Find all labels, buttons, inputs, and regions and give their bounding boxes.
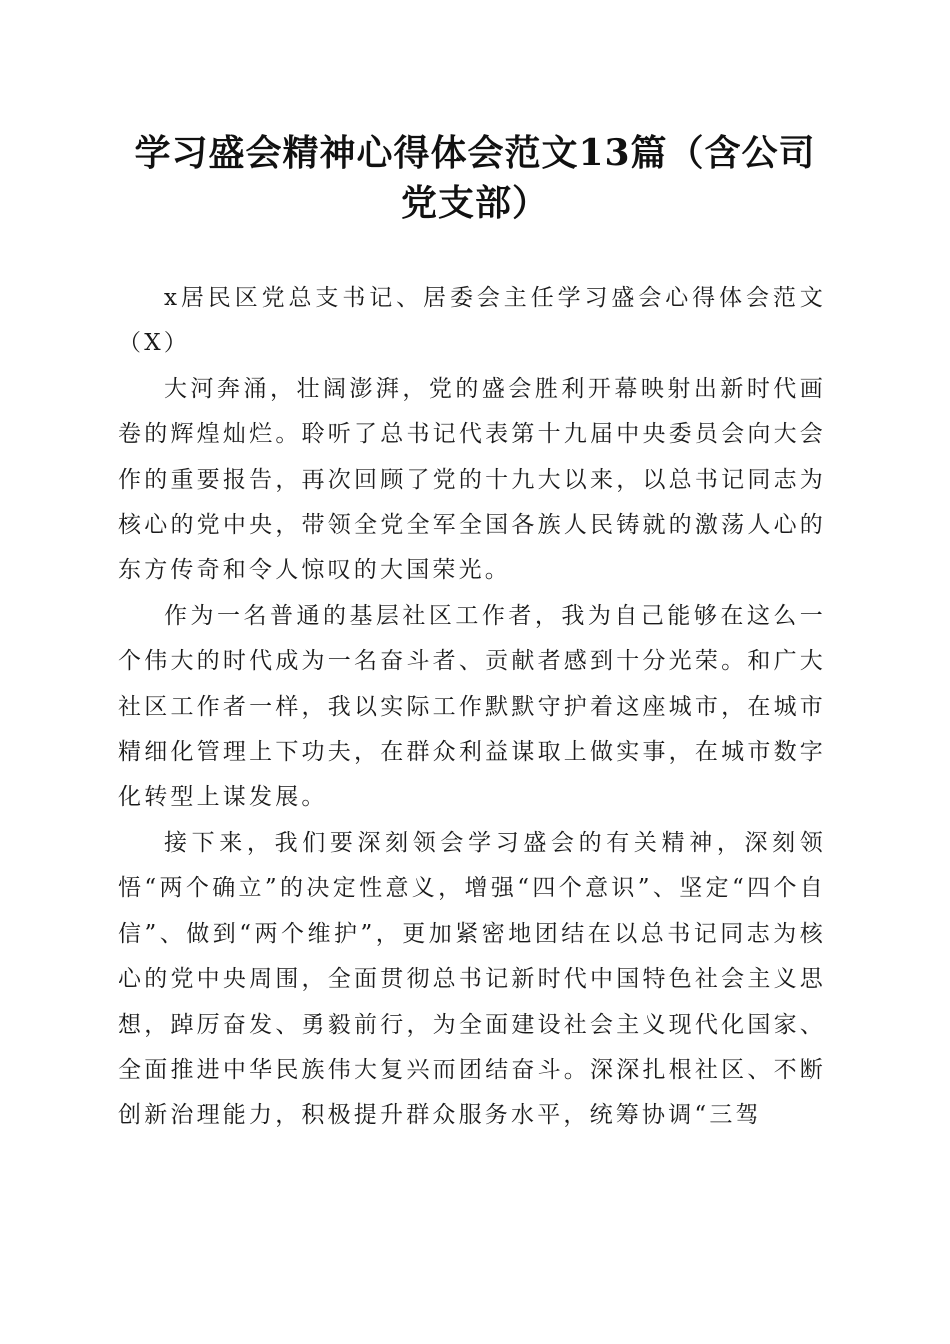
document-title: 学习盛会精神心得体会范文13篇（含公司党支部）: [134, 132, 816, 224]
body-paragraph: 大河奔涌，壮阔澎湃，党的盛会胜利开幕映射出新时代画卷的辉煌灿烂。聆听了总书记代表第十九届中央委员会向大会作的重要报告，再次回顾了党的十九大以来，以总书记同志为核心的党中央，带领全党全军全国各族人民铸就的激荡人心的东方传奇和令人惊叹的大国荣光。: [118, 375, 826, 584]
subtitle-paragraph: x居民区党总支书记、居委会主任学习盛会心得体会范文（X）: [118, 285, 826, 357]
document-body: [118, 276, 826, 1139]
body-paragraph: 作为一名普通的基层社区工作者，我为自己能够在这么一个伟大的时代成为一名奋斗者、贡献者感到十分光荣。和广大社区工作者一样，我以实际工作默默守护着这座城市，在城市精细化管理上下功夫，在群众利益谋取上做实事，在城市数字化转型上谋发展。: [118, 602, 826, 811]
body-paragraph: 接下来，我们要深刻领会学习盛会的有关精神，深刻领悟“两个确立”的决定性意义，增强“四个意识”、坚定“四个自信”、做到“两个维护”，更加紧密地团结在以总书记同志为核心的党中央周围，全面贯彻总书记新时代中国特色社会主义思想，踔厉奋发、勇毅前行，为全面建设社会主义现代化国家、全面推进中华民族伟大复兴而团结奋斗。深深扎根社区、不断创新治理能力，积极提升群众服务水平，统筹协调“三驾: [118, 829, 826, 1129]
